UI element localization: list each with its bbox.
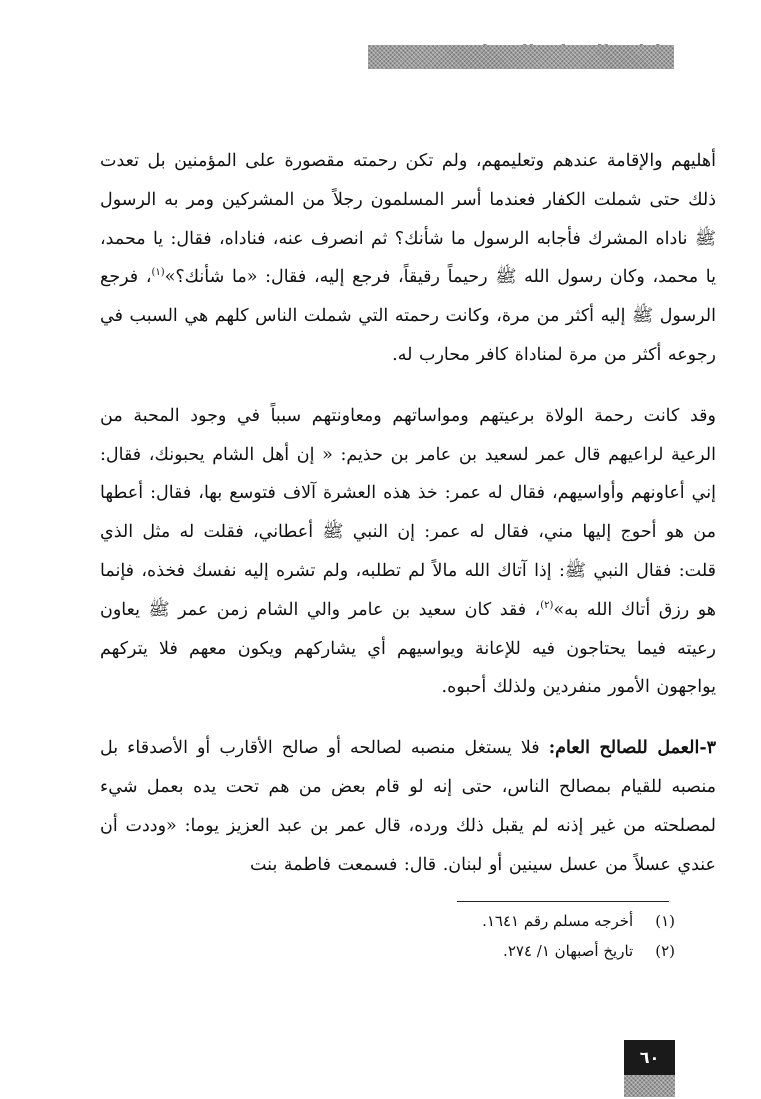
page-number-decorative-bar [624, 1075, 675, 1097]
footnote-ref-2[interactable]: (٢) [540, 599, 554, 611]
footnote-item [482, 906, 675, 936]
paragraph-2 [100, 397, 716, 707]
footnote-number: (٢) [655, 942, 675, 960]
paragraph-2-text: وقد كانت رحمة الولاة برعيتهم ومواساتهم ومعاونتهم سبباً في وجود المحبة من الرعية لراعيهم قال عمر لسعيد بن عامر بن حذيم: « إن أهل الشام يحبونك، فقال: إني أعاونهم وأواسيهم، فقال له عمر: خذ هذه العشرة آلاف فتوسع بها، فقال: أعطها من هو أحوج إليها مني، فقال له عمر: إن النبي ﷺ أعطاني، فقلت له مثل الذي قلت: فقال النبي ﷺ: إذا آتاك الله مالاً لم تطلبه، ولم تشره إليه نفسك فخذه، فإنما هو رزق أتاك الله به» [100, 405, 716, 620]
footnote-item [482, 936, 675, 966]
footnote-text: تاريخ أصبهان ١/ ٢٧٤. [503, 942, 634, 960]
paragraph-3-text: فلا يستغل منصبه لصالحه أو صالح الأقارب أو الأصدقاء بل منصبه للقيام بمصالح الناس، حتى إنه لو قام بعض من هم تحت يده بعمل شيء لمصلحته من غير إذنه لم يقبل ذلك ورده، قال عمر بن عبد العزيز يوما: «وددت أن عندي عسلاً من عسل سينين أو لبنان. قال: فسمعت فاطمة بنت [100, 738, 716, 875]
page-number: ٦٠ [624, 1040, 675, 1075]
section-heading: ٣-العمل للصالح العام: [548, 738, 716, 759]
footnotes [482, 906, 675, 966]
footnote-divider [457, 901, 669, 902]
header-decorative-bar [368, 45, 674, 69]
paragraph-3 [100, 729, 716, 884]
footnote-ref-1[interactable]: (١) [151, 267, 165, 279]
footnote-text: أخرجه مسلم رقم ١٦٤١. [482, 912, 634, 930]
paragraph-1-text: أهليهم والإقامة عندهم وتعليمهم، ولم تكن رحمته مقصورة على المؤمنين بل تعدت ذلك حتى شملت الكفار فعندما أسر المسلمون رجلاً من المشركين ومر به الرسول ﷺ ناداه المشرك فأجابه الرسول ما شأنك؟ ثم انصرف عنه، فناداه، فقال: يا محمد، يا محمد، وكان رسول الله ﷺ رحيماً رقيقاً، فرجع إليه، فقال: «ما شأنك؟» [100, 151, 716, 288]
footnote-number: (١) [655, 912, 675, 930]
paragraph-1 [100, 142, 716, 375]
main-text [100, 142, 716, 906]
paragraph-2-text-end: ، فقد كان سعيد بن عامر والي الشام زمن عمر ﷺ يعاون رعيته فيما يحتاجون فيه للإعانة ويواسيهم أي يشاركهم ويكون معهم فلا يتركهم يواجهون الأمور منفردين ولذلك أحبوه. [100, 599, 716, 698]
paragraph-1-text-end: ، فرجع الرسول ﷺ إليه أكثر من مرة، وكانت رحمته التي شملت الناس كلهم هي السبب في رجوعه أكثر من مرة لمناداة كافر محارب له. [100, 267, 716, 365]
